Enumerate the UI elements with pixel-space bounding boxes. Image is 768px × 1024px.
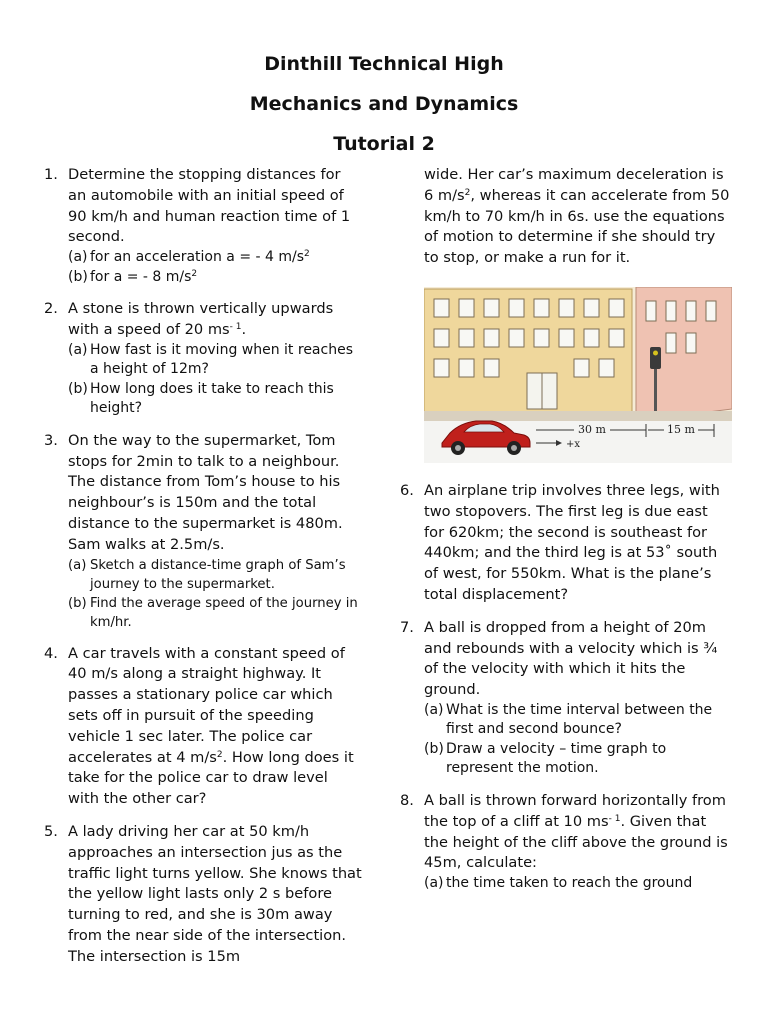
question-text-main: A ball is thrown forward horizontally from the top of a cliff at 10 ms	[424, 791, 726, 830]
question-8	[400, 791, 730, 894]
school-name: Dinthill Technical High	[264, 53, 504, 75]
superscript: - 1	[229, 321, 242, 332]
label-15m: 15 m	[667, 422, 695, 436]
subquestion-a	[68, 556, 362, 594]
subquestion-label: (a)	[424, 701, 444, 718]
subquestion-b	[424, 740, 730, 779]
superscript: 2	[464, 187, 471, 198]
tutorial-title: Tutorial 2	[333, 133, 435, 155]
question-number: 5.	[44, 822, 58, 840]
question-text: A lady driving her car at 50 km/h approaches an intersection jus as the traffic light turns yellow. She knows that the yellow light lasts only 2 s before turning to red, and she is 30m away from the near side of the intersection. The intersection is 15m	[68, 822, 362, 965]
subquestion-label: (a)	[68, 557, 87, 573]
question-text-main: A car travels with a constant speed of 40 m/s along a straight highway. It passes a stationary police car which sets off in pursuit of the speeding vehicle 1 sec later. The police car accelerates at 4 m/s	[68, 644, 345, 766]
page-header	[0, 44, 768, 164]
question-text-main: A stone is thrown vertically upwards with a speed of 20 ms	[68, 300, 334, 338]
question-number: 6.	[400, 481, 414, 499]
subquestion-b	[68, 268, 362, 288]
question-number: 3.	[44, 431, 58, 449]
subquestion-a	[68, 248, 362, 268]
right-column	[400, 165, 730, 906]
intersection-scene	[424, 287, 732, 463]
superscript: - 1	[608, 813, 621, 824]
question-1	[44, 165, 362, 287]
question-5	[44, 822, 362, 968]
superscript: 2	[304, 249, 310, 260]
left-column	[44, 165, 362, 980]
question-2	[44, 299, 362, 419]
intersection-illustration	[424, 287, 732, 463]
subquestion-label: (a)	[424, 875, 444, 892]
subquestion-b	[68, 380, 362, 419]
question-number: 7.	[400, 618, 414, 636]
superscript: 2	[191, 268, 198, 279]
subquestion-label: (b)	[68, 268, 88, 285]
question-5-continued	[424, 165, 730, 269]
subquestion-a	[424, 874, 730, 894]
question-text: On the way to the supermarket, Tom stops for 2min to talk to a neighbour. The distance from Tom’s house to his neighbour’s is 150m and the total distance to the supermarket is 480m. Sam walks at 2.5m/s.	[68, 431, 343, 553]
subquestion-text: Draw a velocity – time graph to represent the motion.	[446, 740, 667, 777]
question-number: 2.	[44, 300, 58, 318]
subquestion-label: (b)	[68, 595, 87, 611]
subquestion-text: for an acceleration a = - 4 m/s	[90, 249, 305, 266]
superscript: 2	[216, 749, 223, 760]
question-text	[68, 644, 362, 810]
sidewalk	[424, 411, 732, 421]
subquestion-text: Sketch a distance-time graph of Sam’s journey to the supermarket.	[90, 557, 346, 592]
subquestion-label: (b)	[68, 380, 88, 397]
traffic-light-icon	[650, 347, 661, 369]
subquestion-label: (a)	[68, 341, 88, 358]
subquestion-a	[424, 701, 730, 740]
question-number: 4.	[44, 644, 58, 662]
subquestion-label: (a)	[68, 249, 88, 266]
question-number: 1.	[44, 166, 58, 183]
subquestion-text: How long does it take to reach this height?	[90, 380, 334, 417]
question-text	[424, 791, 730, 874]
label-plus-x: +x	[566, 438, 581, 450]
label-30m: 30 m	[578, 422, 606, 436]
question-text-tail: , whereas it can accelerate from 50 km/h to 70 km/h in 6s. use the equations of motion to determine if she should try to stop, or make a run for it.	[424, 186, 730, 267]
question-text	[68, 299, 362, 341]
question-6	[400, 481, 730, 606]
subquestion-text: Find the average speed of the journey in km/hr.	[90, 595, 358, 630]
question-4	[44, 644, 362, 810]
subquestion-text: the time taken to reach the ground	[446, 875, 693, 892]
subject-title: Mechanics and Dynamics	[249, 93, 519, 115]
yellow-light	[653, 350, 658, 355]
question-3	[44, 431, 362, 632]
question-text-tail: .	[241, 320, 247, 338]
subquestion-text: How fast is it moving when it reaches a height of 12m?	[90, 341, 353, 378]
question-text: An airplane trip involves three legs, with two stopovers. The first leg is due east for 620km; the second is southeast for 440km; and the third leg is at 53˚ south of west, for 550km. What is the plane’s total displacement?	[424, 481, 720, 603]
question-7	[400, 618, 730, 779]
subquestion-b	[68, 594, 362, 632]
subquestion-text: for a = - 8 m/s	[90, 268, 192, 285]
question-number: 8.	[400, 791, 414, 809]
question-text-main: wide. Her car’s maximum deceleration is 6 m/s	[424, 166, 724, 204]
subquestion-a	[68, 341, 362, 380]
question-text-tail: . How long does it take for the police car to draw level with the other car?	[68, 748, 354, 808]
question-text-tail: . Given that the height of the cliff above the ground is 45m, calculate:	[424, 812, 728, 872]
question-text: A ball is dropped from a height of 20m and rebounds with a velocity which is ¾ of the velocity with which it hits the ground.	[424, 618, 718, 699]
subquestion-label: (b)	[424, 740, 444, 757]
question-text: Determine the stopping distances for an automobile with an initial speed of 90 km/h and human reaction time of 1 second.	[68, 166, 351, 246]
subquestion-text: What is the time interval between the first and second bounce?	[446, 701, 713, 738]
